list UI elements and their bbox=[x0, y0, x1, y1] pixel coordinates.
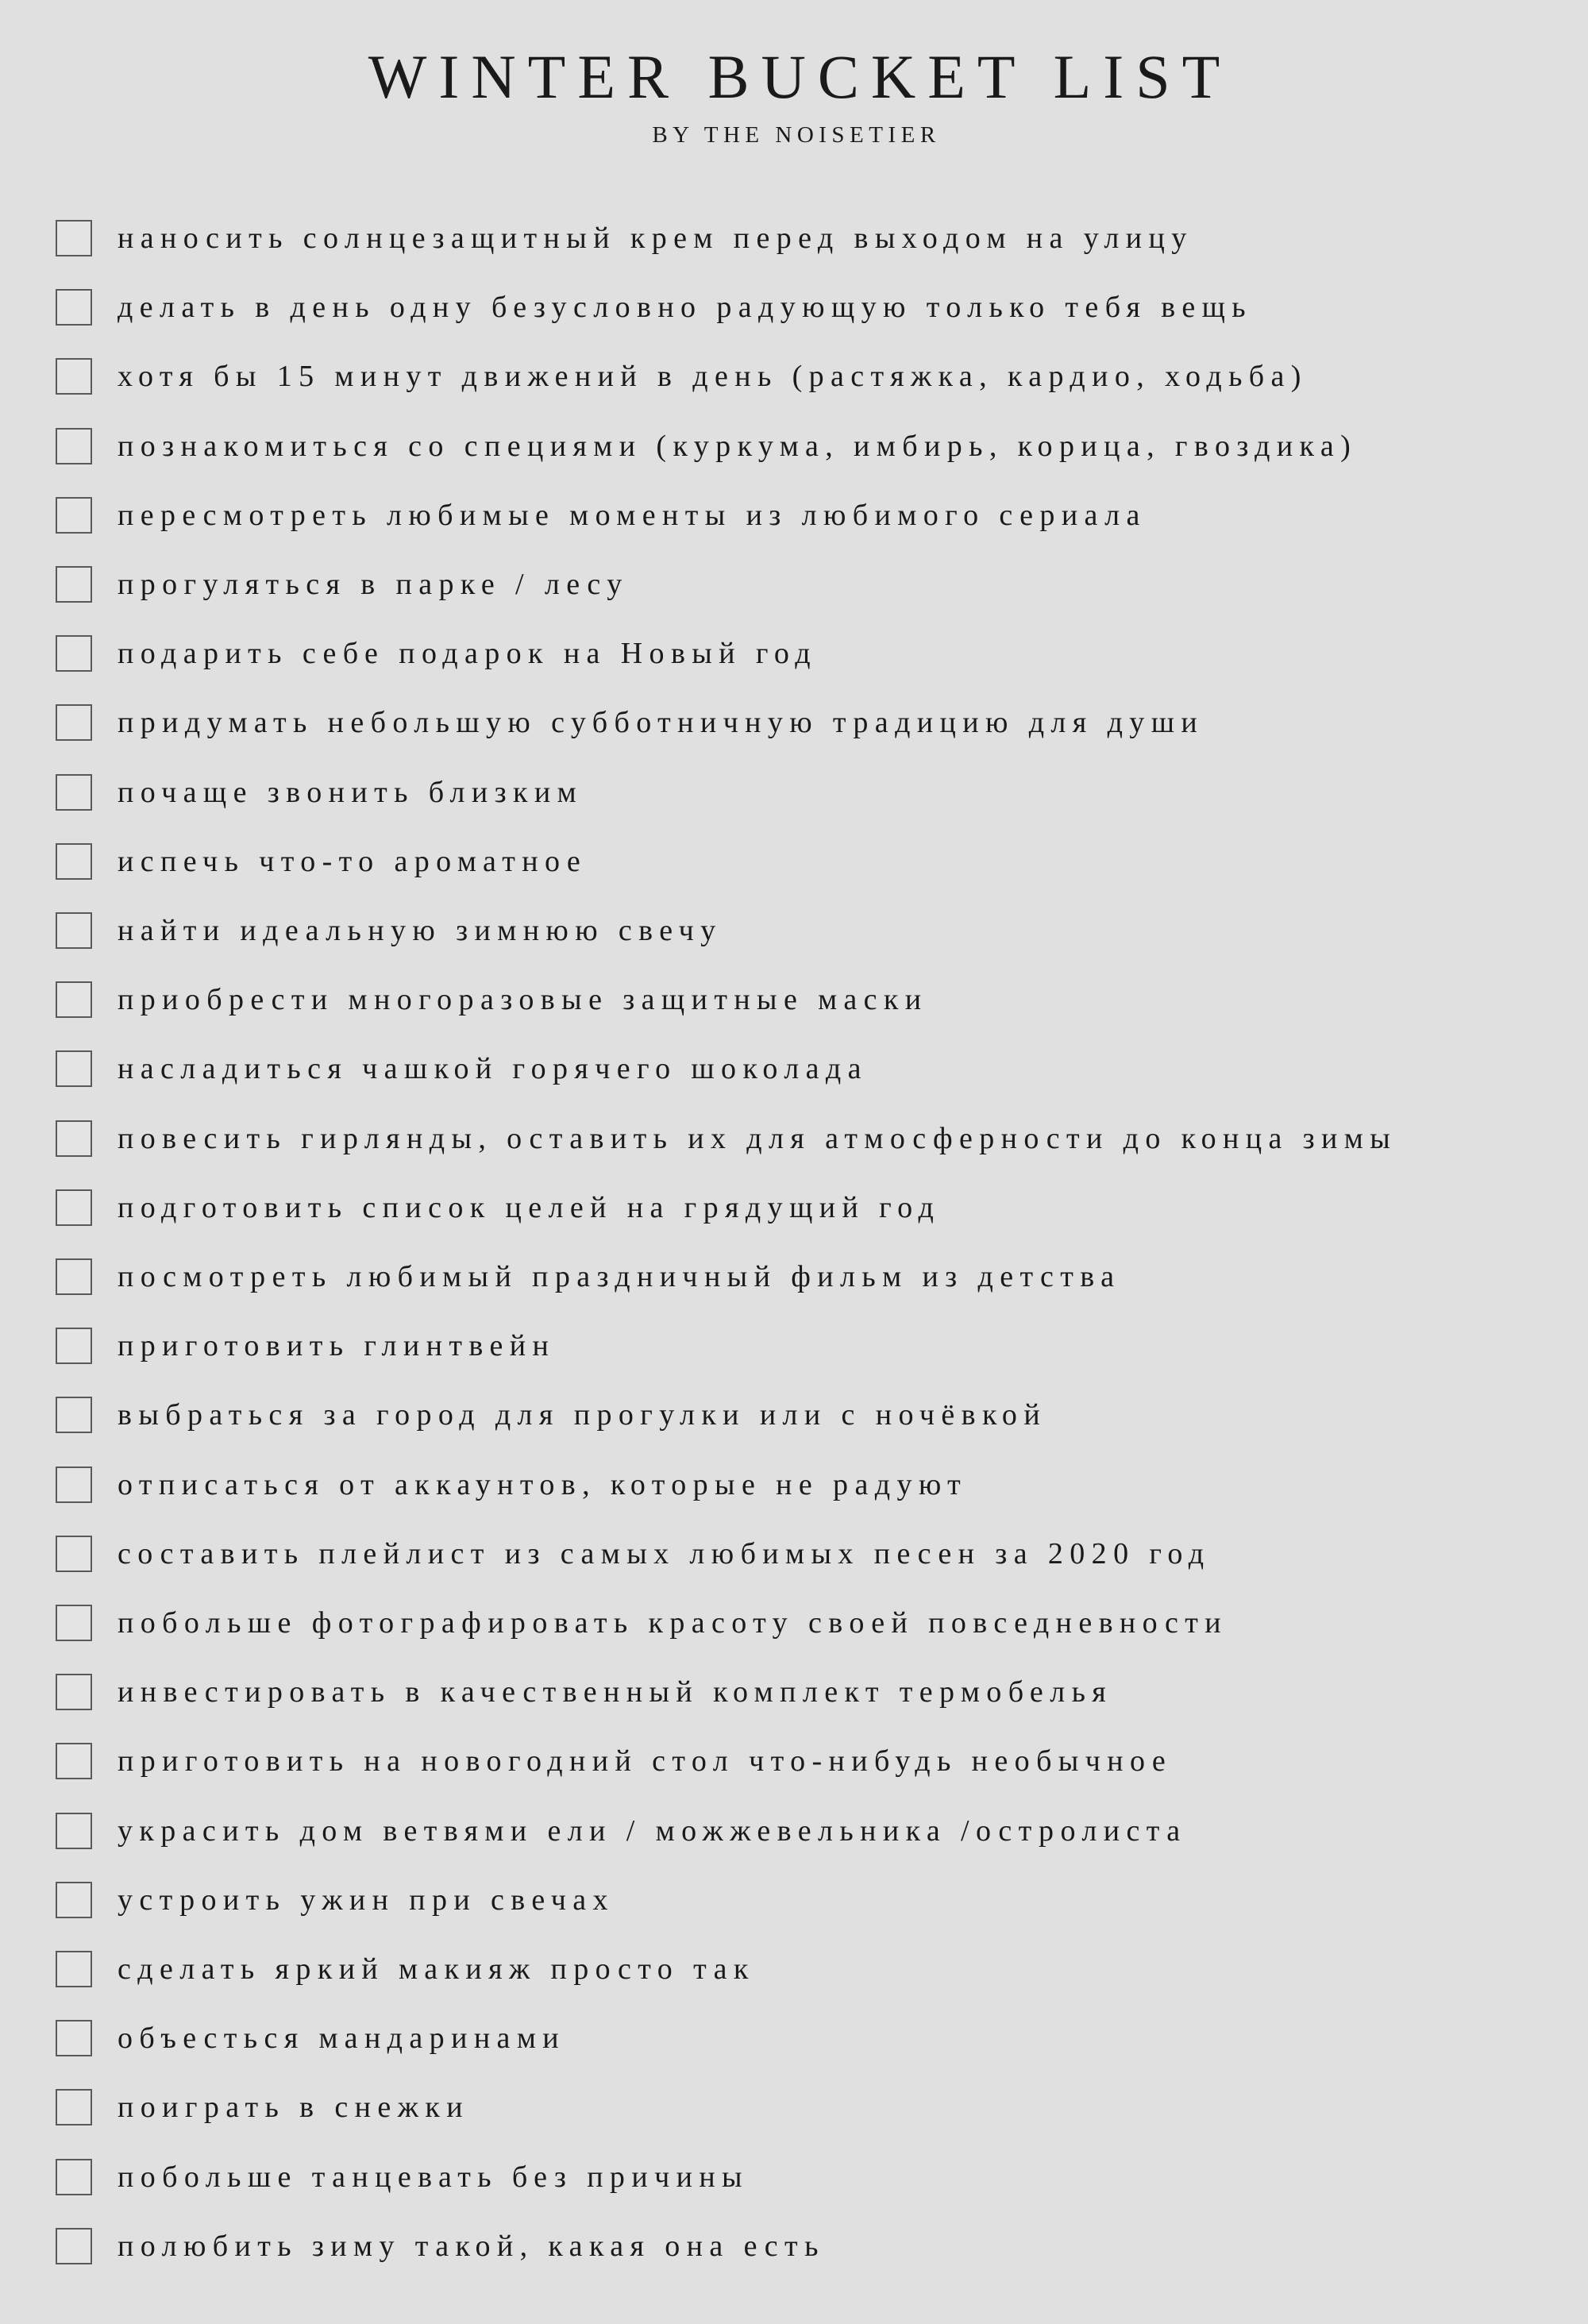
checkbox[interactable] bbox=[56, 289, 92, 326]
page-subtitle: BY THE NOISETIER bbox=[652, 122, 941, 148]
list-item bbox=[56, 910, 723, 951]
list-item-label: составить плейлист из самых любимых песен за 2020 год bbox=[118, 1536, 1211, 1571]
checkbox[interactable] bbox=[56, 1951, 92, 1987]
checkbox[interactable] bbox=[56, 358, 92, 395]
list-item bbox=[56, 1879, 615, 1921]
checkbox[interactable] bbox=[56, 1813, 92, 1849]
checkbox[interactable] bbox=[56, 1258, 92, 1295]
list-item bbox=[56, 702, 1204, 743]
checkbox[interactable] bbox=[56, 428, 92, 464]
checkbox[interactable] bbox=[56, 566, 92, 603]
list-item bbox=[56, 426, 1357, 467]
list-item-label: наносить солнцезащитный крем перед выходом на улицу bbox=[118, 222, 1193, 255]
checkbox[interactable] bbox=[56, 220, 92, 256]
list-item bbox=[56, 356, 1308, 397]
list-item-label: устроить ужин при свечах bbox=[118, 1883, 615, 1917]
list-item-label: выбраться за город для прогулки или с ночёвкой bbox=[118, 1398, 1047, 1432]
checkbox[interactable] bbox=[56, 1536, 92, 1572]
checkbox[interactable] bbox=[56, 912, 92, 949]
list-item-label: найти идеальную зимнюю свечу bbox=[118, 914, 723, 947]
list-item bbox=[56, 1118, 1397, 1159]
list-item bbox=[56, 841, 587, 882]
list-item bbox=[56, 1464, 967, 1505]
list-item-label: прогуляться в парке / лесу bbox=[118, 568, 629, 601]
checkbox[interactable] bbox=[56, 635, 92, 672]
list-item-label: побольше фотографировать красоту своей повседневности bbox=[118, 1606, 1228, 1640]
checkbox[interactable] bbox=[56, 1466, 92, 1503]
list-item-label: полюбить зиму такой, какая она есть bbox=[118, 2229, 825, 2263]
list-item bbox=[56, 218, 1193, 259]
checkbox[interactable] bbox=[56, 843, 92, 880]
checkbox[interactable] bbox=[56, 1605, 92, 1641]
checkbox[interactable] bbox=[56, 1120, 92, 1157]
list-item bbox=[56, 2156, 749, 2198]
list-item bbox=[56, 1256, 1120, 1297]
page-title: WINTER BUCKET LIST bbox=[368, 42, 1232, 111]
list-item bbox=[56, 2087, 469, 2128]
list-item bbox=[56, 1187, 940, 1228]
list-item bbox=[56, 1948, 755, 1990]
checkbox[interactable] bbox=[56, 981, 92, 1018]
checkbox[interactable] bbox=[56, 2020, 92, 2056]
list-item-label: почаще звонить близким bbox=[118, 775, 584, 809]
list-item-label: сделать яркий макияж просто так bbox=[118, 1952, 755, 1986]
checkbox[interactable] bbox=[56, 704, 92, 741]
list-item bbox=[56, 2226, 825, 2267]
list-item bbox=[56, 495, 1147, 536]
list-item bbox=[56, 564, 629, 605]
list-item-label: посмотреть любимый праздничный фильм из детства bbox=[118, 1260, 1121, 1293]
checkbox[interactable] bbox=[56, 1743, 92, 1779]
list-item bbox=[56, 1602, 1228, 1644]
list-item-label: приготовить на новогодний стол что-нибудь необычное bbox=[118, 1744, 1173, 1779]
list-item bbox=[56, 1810, 1186, 1852]
list-item bbox=[56, 1533, 1210, 1574]
checkbox[interactable] bbox=[56, 1328, 92, 1364]
list-item-label: повесить гирлянды, оставить их для атмосферности до конца зимы bbox=[118, 1121, 1397, 1155]
checkbox[interactable] bbox=[56, 2089, 92, 2126]
checkbox[interactable] bbox=[56, 1189, 92, 1226]
list-item-label: инвестировать в качественный комплект термобелья bbox=[118, 1675, 1113, 1709]
list-item-label: поиграть в снежки bbox=[118, 2091, 469, 2125]
list-item bbox=[56, 1048, 868, 1089]
list-item-label: подготовить список целей на грядущий год bbox=[118, 1190, 941, 1224]
list-item-label: побольше танцевать без причины bbox=[118, 2160, 749, 2194]
list-item-label: приготовить глинтвейн bbox=[118, 1329, 556, 1363]
list-item bbox=[56, 1671, 1112, 1713]
list-item bbox=[56, 1740, 1172, 1782]
checkbox[interactable] bbox=[56, 2228, 92, 2264]
checkbox[interactable] bbox=[56, 1882, 92, 1918]
list-item-label: подарить себе подарок на Новый год bbox=[118, 637, 817, 671]
list-item bbox=[56, 633, 817, 674]
list-item-label: отписаться от аккаунтов, которые не радуют bbox=[118, 1467, 968, 1501]
list-item bbox=[56, 1394, 1046, 1436]
list-item-label: украсить дом ветвями ели / можжевельника /остролиста bbox=[118, 1813, 1187, 1848]
checkbox[interactable] bbox=[56, 1397, 92, 1433]
checkbox[interactable] bbox=[56, 1050, 92, 1087]
list-item bbox=[56, 772, 583, 813]
list-item-label: объесться мандаринами bbox=[118, 2021, 566, 2056]
checkbox[interactable] bbox=[56, 1674, 92, 1710]
list-item-label: познакомиться со специями (куркума, имбирь, корица, гвоздика) bbox=[118, 429, 1358, 463]
list-item-label: делать в день одну безусловно радующую только тебя вещь bbox=[118, 291, 1253, 325]
checkbox[interactable] bbox=[56, 2159, 92, 2195]
checkbox[interactable] bbox=[56, 774, 92, 811]
checkbox[interactable] bbox=[56, 497, 92, 534]
list-item-label: насладиться чашкой горячего шоколада bbox=[118, 1052, 868, 1086]
list-item bbox=[56, 2018, 565, 2059]
list-item-label: приобрести многоразовые защитные маски bbox=[118, 983, 928, 1017]
list-item bbox=[56, 1325, 555, 1366]
list-item-label: хотя бы 15 минут движений в день (растяжка, кардио, ходьба) bbox=[118, 360, 1308, 394]
list-item bbox=[56, 979, 927, 1020]
list-item-label: пересмотреть любимые моменты из любимого сериала bbox=[118, 498, 1147, 532]
list-item bbox=[56, 287, 1252, 328]
list-item-label: придумать небольшую субботничную традицию для души bbox=[118, 706, 1204, 740]
list-item-label: испечь что-то ароматное bbox=[118, 844, 588, 878]
